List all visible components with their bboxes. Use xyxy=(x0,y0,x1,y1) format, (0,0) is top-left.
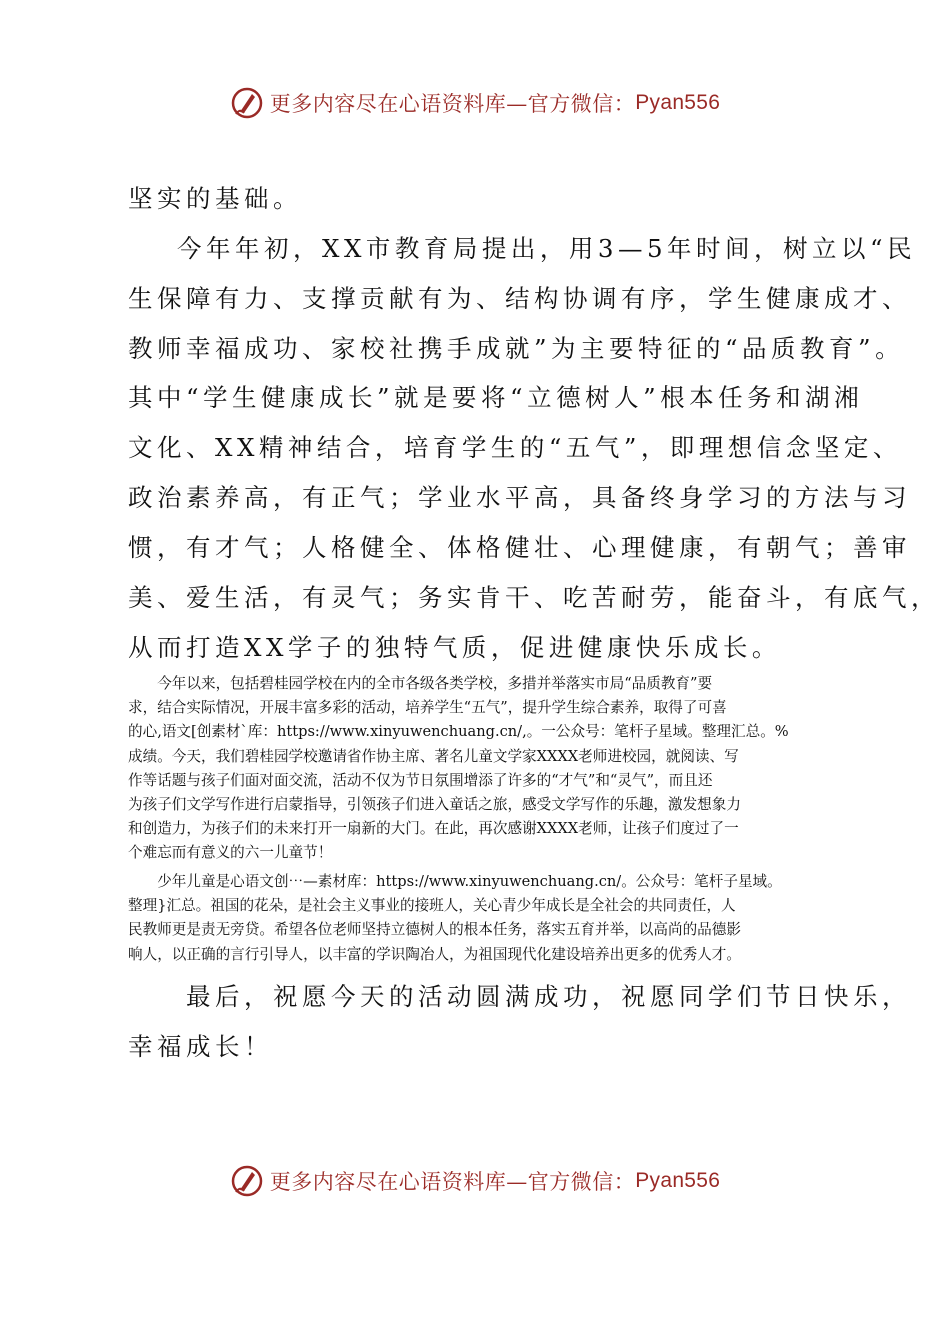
footer-banner xyxy=(0,1164,950,1198)
text-line: 和创造力，为孩子们的未来打开一扇新的大门。在此，再次感谢XXXX老师，让孩子们度过了一 xyxy=(128,820,739,838)
banner-text: 更多内容尽在心语资料库—官方微信： xyxy=(269,92,636,116)
paragraph-small-1 xyxy=(128,672,834,866)
text-line: 个难忘而有意义的六一儿童节！ xyxy=(128,844,333,862)
text-line: 响人，以正确的言行引导人，以丰富的学识陶冶人，为祖国现代化建设培养出更多的优秀人才。 xyxy=(128,945,741,963)
text-line: 求，结合实际情况，开展丰富多彩的活动，培养学生“五气”，提升学生综合素养，取得了可喜 xyxy=(128,699,727,717)
text-line: 民教师更是责无旁贷。希望各位老师坚持立德树人的根本任务，落实五育并举，以高尚的品德影 xyxy=(128,921,741,939)
text-line: 惯，有才气；人格健全、体格健壮、心理健康，有朝气；善审 xyxy=(128,533,911,562)
text-line: 教师幸福成功、家校社携手成就”为主要特征的“品质教育”。 xyxy=(128,334,905,363)
header-banner xyxy=(0,86,950,120)
text-line: 为孩子们文学写作进行启蒙指导，引领孩子们进入童话之旅，感受文学写作的乐趣，激发想象力 xyxy=(128,796,741,814)
text-line: 幸福成长！ xyxy=(128,1032,273,1061)
text-line: 今年以来，包括碧桂园学校在内的全市各级各类学校，多措并举落实市局“品质教育”要 xyxy=(128,675,713,692)
text-line: 生保障有力、支撑贡献有为、结构协调有序，学生健康成才、 xyxy=(128,284,911,313)
banner-text: 更多内容尽在心语资料库—官方微信： xyxy=(269,1170,636,1194)
text-line: 的心,语文[创素材`库：https://www.xinyuwenchuang.cn/,。一公众号：笔杆子星域。整理汇总。% xyxy=(128,723,789,741)
banner-wechat-id: Pyan556 xyxy=(635,91,721,114)
pen-nib-logo-icon xyxy=(230,1164,264,1198)
banner-wechat-id: Pyan556 xyxy=(635,1169,721,1192)
text-line: 整理}汇总。祖国的花朵，是社会主义事业的接班人，关心青少年成长是全社会的共同责任，人 xyxy=(128,897,736,915)
text-line: 成绩。今天，我们碧桂园学校邀请省作协主席、著名儿童文学家XXXX老师进校园，就阅读、写 xyxy=(128,747,739,765)
text-line: 文化、XX精神结合，培育学生的“五气”，即理想信念坚定、 xyxy=(128,433,902,462)
text-line: 美、爱生活，有灵气；务实肯干、吃苦耐劳，能奋斗，有底气， xyxy=(128,583,940,612)
text-line: 作等话题与孩子们面对面交流，活动不仅为节日氛围增添了许多的“才气”和“灵气”，而且还 xyxy=(128,771,713,789)
text-line: 少年儿童是心语文创⋯—素材库：https://www.xinyuwenchuang.cn/。公众号：笔杆子星域。 xyxy=(128,873,782,890)
text-line: 政治素养高，有正气；学业水平高，具备终身学习的方法与习 xyxy=(128,483,911,512)
paragraph-small-2 xyxy=(128,870,834,967)
text-line: 从而打造XX学子的独特气质，促进健康快乐成长。 xyxy=(128,633,781,662)
text-line: 坚实的基础。 xyxy=(128,184,302,213)
text-line: 其中“学生健康成长”就是要将“立德树人”根本任务和湖湘 xyxy=(128,383,864,412)
text-line: 最后，祝愿今天的活动圆满成功，祝愿同学们节日快乐， xyxy=(128,982,911,1011)
text-line: 今年年初，XX市教育局提出，用3—5年时间，树立以“民 xyxy=(177,234,917,263)
pen-nib-logo-icon xyxy=(230,86,264,120)
